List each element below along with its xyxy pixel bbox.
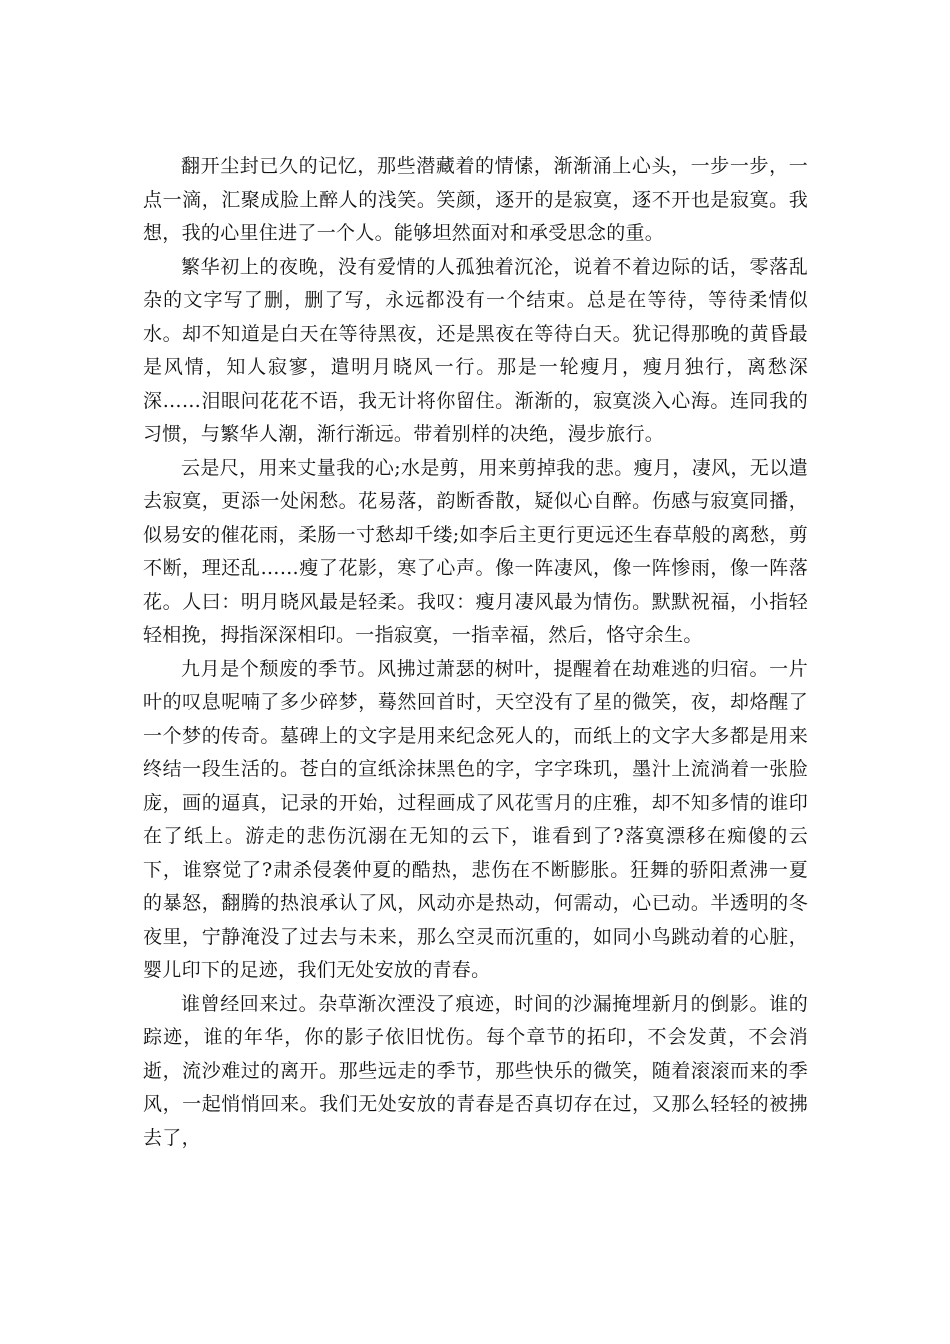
article-body (143, 150, 808, 1155)
paragraph-5: 谁曾经回来过。杂草渐次湮没了痕迹，时间的沙漏掩埋新月的倒影。谁的踪迹，谁的年华，你的影子依旧忧伤。每个章节的拓印，不会发黄，不会消逝，流沙难过的离开。那些远走的季节，那些快乐的微笑，随着滚滚而来的季风，一起悄悄回来。我们无处安放的青春是否真切存在过，又那么轻轻的被拂去了， (143, 992, 808, 1149)
paragraph-2: 繁华初上的夜晚，没有爱情的人孤独着沉沦，说着不着边际的话，零落乱杂的文字写了删，删了写，永远都没有一个结束。总是在等待，等待柔情似水。却不知道是白天在等待黑夜，还是黑夜在等待白天。犹记得那晚的黄昏最是风情，知人寂寥，遣明月晓风一行。那是一轮瘦月，瘦月独行，离愁深深……泪眼问花花不语，我无计将你留住。渐渐的，寂寞淡入心海。连同我的习惯，与繁华人潮，渐行渐远。带着别样的决绝，漫步旅行。 (143, 255, 808, 445)
paragraph-4: 九月是个颓废的季节。风拂过萧瑟的树叶，提醒着在劫难逃的归宿。一片叶的叹息呢喃了多少碎梦，蓦然回首时，天空没有了星的微笑，夜，却烙醒了一个梦的传奇。墓碑上的文字是用来纪念死人的，而纸上的文字大多都是用来终结一段生活的。苍白的宣纸涂抹黑色的字，字字珠玑，墨汁上流淌着一张脸庞，画的逼真，记录的开始，过程画成了风花雪月的庄雅，却不知多情的谁印在了纸上。游走的悲伤沉溺在无知的云下，谁看到了?落寞漂移在痴傻的云下，谁察觉了?肃杀侵袭仲夏的酷热，悲伤在不断膨胀。狂舞的骄阳煮沸一夏的暴怒，翻腾的热浪承认了风，风动亦是热动，何需动，心已动。半透明的冬夜里，宁静淹没了过去与未来，那么空灵而沉重的，如同小鸟跳动着的心脏，婴儿印下的足迹，我们无处安放的青春。 (143, 657, 808, 981)
paragraph-3: 云是尺，用来丈量我的心;水是剪，用来剪掉我的悲。瘦月，凄风，无以遣去寂寞，更添一处闲愁。花易落，韵断香散，疑似心自醉。伤感与寂寞同播，似易安的催花雨，柔肠一寸愁却千缕;如李后主更行更远还生春草般的离愁，剪不断，理还乱……瘦了花影，寒了心声。像一阵凄风，像一阵惨雨，像一阵落花。人曰：明月晓风最是轻柔。我叹：瘦月凄风最为情伤。默默祝福，小指轻轻相挽，拇指深深相印。一指寂寞，一指幸福，然后，恪守余生。 (143, 456, 808, 646)
paragraph-1: 翻开尘封已久的记忆，那些潜藏着的情愫，渐渐涌上心头，一步一步，一点一滴，汇聚成脸上醉人的浅笑。笑颜，逐开的是寂寞，逐不开也是寂寞。我想，我的心里住进了一个人。能够坦然面对和承受思念的重。 (143, 155, 808, 244)
